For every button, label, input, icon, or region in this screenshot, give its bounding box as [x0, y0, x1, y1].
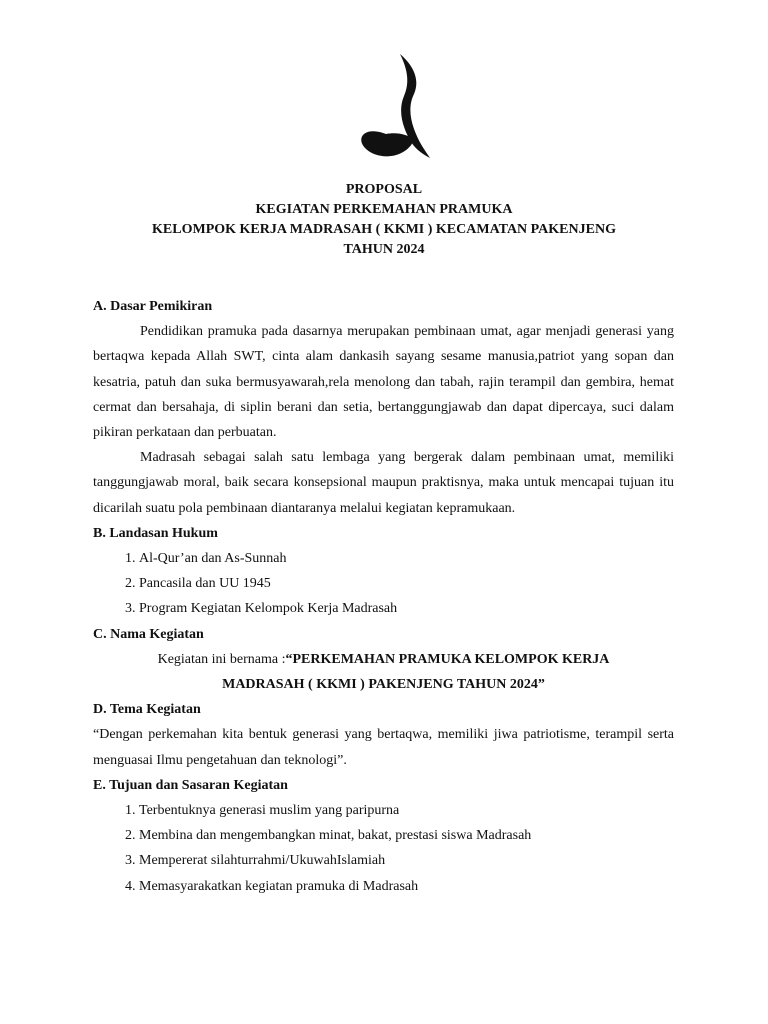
document-title	[0, 180, 768, 260]
section-b-heading: B. Landasan Hukum	[93, 525, 218, 541]
section-d-heading	[93, 697, 674, 722]
title-line-4: TAHUN 2024	[343, 242, 425, 257]
list-item: 4. Memasyarakatkan kegiatan pramuka di Madrasah	[139, 874, 674, 899]
pramuka-tunas-kelapa-icon	[350, 48, 434, 160]
list-item: 2. Membina dan mengembangkan minat, bakat, prestasi siswa Madrasah	[139, 823, 674, 848]
title-line-3: KELOMPOK KERJA MADRASAH ( KKMI ) KECAMATAN PAKENJENG	[152, 222, 616, 237]
section-d-text: “Dengan perkemahan kita bentuk generasi yang bertaqwa, memiliki jiwa patriotisme, terampil serta menguasai Ilmu pengetahuan dan teknologi”.	[93, 727, 674, 768]
list-item: 1. Al-Qur’an dan As-Sunnah	[139, 546, 674, 571]
section-a-paragraph-2: Madrasah sebagai salah satu lembaga yang bergerak dalam pembinaan umat, memiliki tanggungjawab moral, baik secara konsepsional maupun praktisnya, maka untuk mencapai tujuan itu dicarilah suatu pola pembinaan diantaranya melalui kegiatan kepramukaan.	[93, 450, 674, 516]
section-a-paragraph-1: Pendidikan pramuka pada dasarnya merupakan pembinaan umat, agar menjadi generasi yang bertaqwa kepada Allah SWT, cinta alam dankasih sayang sesame manusia,patriot yang sopan dan kesatria, patuh dan suka bermusyawarah,rela menolong dan tabah, rajin terampil dan gembira, hemat cermat dan bersahaja, di siplin berani dan setia, bertanggungjawab dan dapat dipercaya, suci dalam pikiran perkataan dan perbuatan.	[93, 324, 674, 441]
section-d-letter: D	[93, 702, 104, 718]
activity-name-line-2: MADRASAH ( KKMI ) PAKENJENG TAHUN 2024”	[222, 677, 545, 693]
section-a-heading: A. Dasar Pemikiran	[93, 299, 213, 314]
section-e-heading: E. Tujuan dan Sasaran Kegiatan	[93, 777, 288, 793]
activity-name-bold-1: “PERKEMAHAN PRAMUKA KELOMPOK KERJA	[285, 651, 610, 667]
section-b-list	[93, 546, 674, 622]
section-c-heading: C. Nama Kegiatan	[93, 626, 204, 642]
section-d-title: . Tema Kegiatan	[103, 702, 201, 718]
list-item: 3. Mempererat silahturrahmi/UkuwahIslamiah	[139, 848, 674, 873]
title-line-2: KEGIATAN PERKEMAHAN PRAMUKA	[255, 202, 513, 217]
activity-name-intro: Kegiatan ini bernama :	[157, 651, 286, 667]
list-item: 3. Program Kegiatan Kelompok Kerja Madrasah	[139, 596, 674, 621]
activity-name-line-1	[93, 647, 674, 672]
title-line-1: PROPOSAL	[345, 182, 423, 197]
list-item: 2. Pancasila dan UU 1945	[139, 571, 674, 596]
pramuka-logo	[350, 48, 434, 160]
section-e-list	[93, 798, 674, 899]
document-body	[93, 294, 674, 899]
list-item: 1. Terbentuknya generasi muslim yang paripurna	[139, 798, 674, 823]
